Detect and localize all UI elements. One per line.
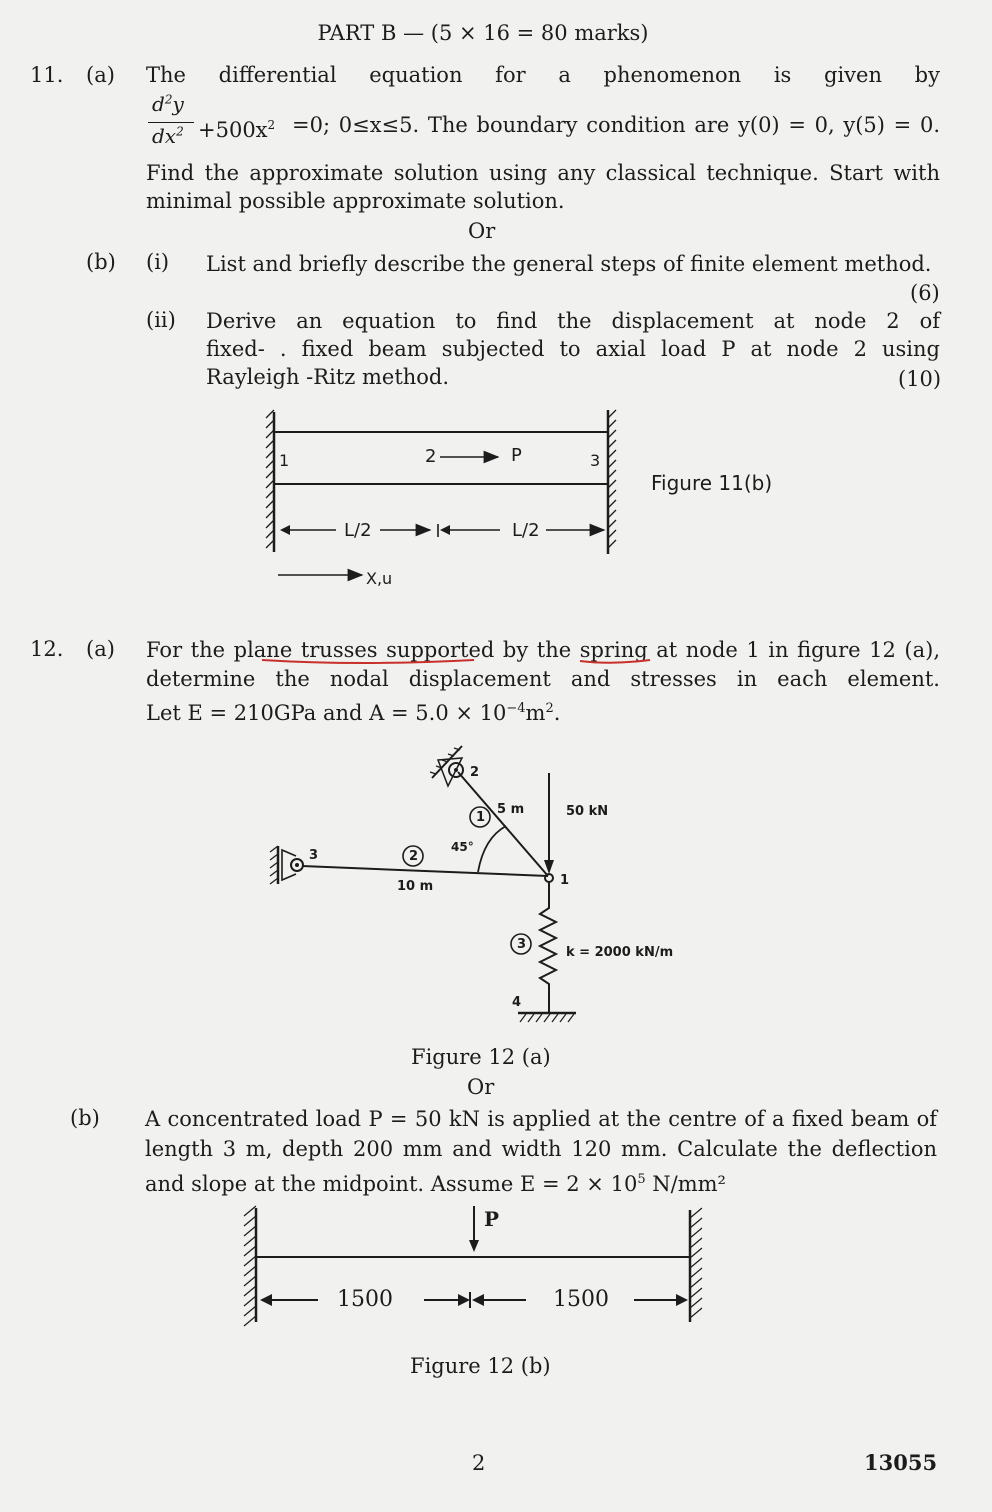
fig11-caption: Figure 11(b) (651, 471, 773, 495)
q11a-line4: minimal possible approximate solution. (146, 189, 565, 213)
fig11-node1: 1 (279, 451, 290, 470)
q11a-line3: Find the approximate solution using any classical technique. Start with (146, 161, 940, 185)
q12b-line3: and slope at the midpoint. Assume $E = 2 \times 10^5$ N/mm² (145, 1172, 726, 1196)
q11b-ii-label: (ii) (146, 308, 176, 332)
eq-denominator: $dx^2$ (152, 124, 184, 148)
fig12a-load-label: 50 kN (566, 804, 609, 819)
fig11-node3: 3 (590, 451, 601, 470)
q11a-label: (a) (86, 63, 115, 87)
q11b-ii-line2: fixed- . fixed beam subjected to axial load P at node 2 using (206, 337, 940, 361)
q12a-label: (a) (86, 637, 115, 661)
q12a-line2: determine the nodal displacement and stresses in each element. (146, 667, 940, 691)
page-number: 2 (472, 1451, 486, 1475)
fig12b-len-left: 1500 (337, 1287, 393, 1312)
q12b-line2: length 3 m, depth 200 mm and width 120 mm. Calculate the deflection (145, 1137, 937, 1161)
q12a-line3: Let E = 210GPa and $A = 5.0 \times 10^{-4}m^2$. (146, 701, 561, 725)
fig12a-elem1: 1 (476, 810, 486, 825)
fig12a-caption: Figure 12 (a) (411, 1045, 551, 1069)
q11b-ii-line3: Rayleigh -Ritz method. (206, 365, 450, 389)
fig11-len-right: L/2 (512, 520, 540, 541)
fig12a-node4-label: 4 (512, 995, 522, 1010)
fig11-axis-label: X,u (366, 569, 393, 588)
fig12b-load-label: P (484, 1207, 500, 1231)
question-11-number: 11. (30, 63, 64, 87)
fig12a-len2: 10 m (397, 879, 434, 894)
q11-or: Or (468, 219, 496, 243)
fig12a-node3-label: 3 (309, 848, 319, 863)
fig12a-len1: 5 m (497, 802, 525, 817)
q12-or: Or (467, 1075, 495, 1099)
fig11-len-left: L/2 (344, 520, 372, 541)
fig12a-elem3: 3 (517, 937, 527, 952)
fig11-node2: 2 (425, 446, 437, 467)
fig12b-caption: Figure 12 (b) (410, 1354, 551, 1378)
fig12a-node1-label: 1 (560, 873, 570, 888)
q11b-i-label: (i) (146, 250, 170, 274)
question-12-number: 12. (30, 637, 64, 661)
q11b-i-text: List and briefly describe the general steps of finite element method. (206, 252, 932, 276)
eq-rest: $+500x^2$ (198, 118, 276, 142)
q11b-label: (b) (86, 250, 116, 274)
paper-code: 13055 (864, 1450, 938, 1475)
eq-numerator: $d^2y$ (152, 92, 184, 116)
q11b-i-marks: (6) (910, 281, 940, 305)
q12b-line1: A concentrated load P = 50 kN is applied at the centre of a fixed beam of (145, 1107, 937, 1131)
fig12a-elem2: 2 (409, 849, 419, 864)
fig12a-node2-label: 2 (470, 765, 480, 780)
q12b-label: (b) (70, 1106, 100, 1130)
part-header: PART B — (5 × 16 = 80 marks) (317, 21, 649, 45)
q11b-ii-marks: (10) (898, 367, 942, 391)
q11b-ii-line1: Derive an equation to find the displacement at node 2 of (206, 309, 940, 333)
q12a-line1: For the plane trusses supported by the spring at node 1 in figure 12 (a), (146, 638, 940, 662)
q11a-line1: The differential equation for a phenomenon is given by (146, 63, 940, 87)
fig11-load: P (511, 445, 522, 466)
eq-tail: =0; 0≤x≤5. The boundary condition are y(0) = 0, y(5) = 0. (292, 113, 940, 137)
fig12a-spring-label: k = 2000 kN/m (566, 945, 674, 960)
fig12b-len-right: 1500 (553, 1287, 609, 1312)
fig12a-angle: 45° (451, 840, 474, 854)
